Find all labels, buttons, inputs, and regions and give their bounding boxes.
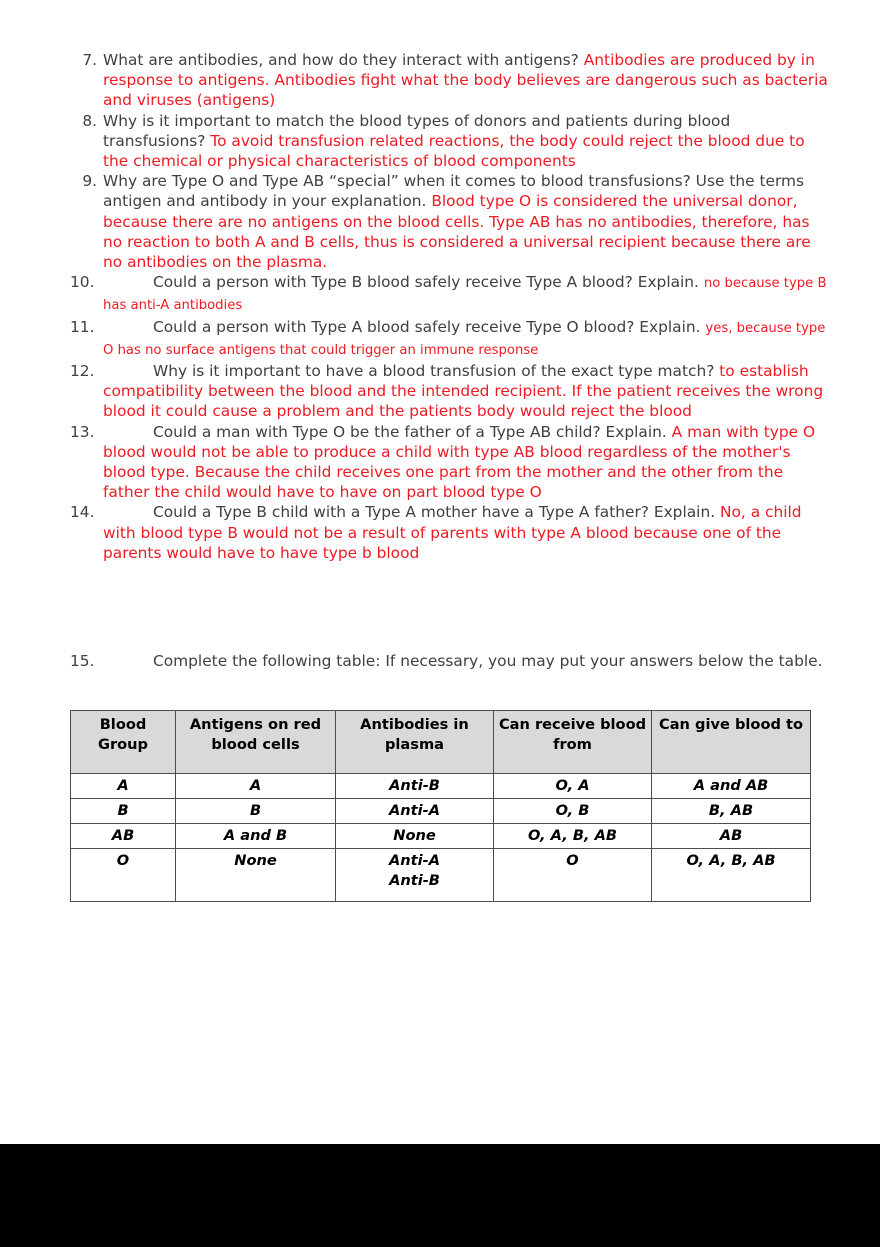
cell-antigens: B xyxy=(176,799,336,824)
cell-antibodies xyxy=(336,849,494,902)
answer-text: A man with type O blood would not be able to produce a child with type AB blood regardless of the mother's blood type. Because the child receives one part from the mother and the other from the father the child would have to have on part blood type O xyxy=(103,422,816,502)
cell-can-give: A and AB xyxy=(652,774,811,799)
table-row xyxy=(71,799,811,824)
question-number: 13. xyxy=(70,422,95,441)
question-text: Why are Type O and Type AB “special” when it comes to blood transfusions? Use the terms antigen and antibody in your explanation. xyxy=(103,172,805,211)
table-header-can-receive: Can receive blood from xyxy=(494,711,652,774)
question-item-15 xyxy=(70,651,863,671)
question-item-7 xyxy=(70,50,830,111)
question-text: Could a man with Type O be the father of a Type AB child? Explain. xyxy=(153,422,672,441)
question-body xyxy=(103,50,830,111)
question-number: 14. xyxy=(70,503,95,522)
question-text: Could a person with Type A blood safely receive Type O blood? Explain. xyxy=(153,317,706,336)
cell-antigens: A and B xyxy=(176,824,336,849)
table-header-can-give: Can give blood to xyxy=(652,711,811,774)
question-number: 15. xyxy=(70,652,95,670)
question-body xyxy=(70,317,830,361)
cell-blood-group: B xyxy=(71,799,176,824)
question-body xyxy=(70,272,830,316)
question-item-10 xyxy=(70,272,830,316)
table-header-row xyxy=(71,711,811,774)
cell-antigens: None xyxy=(176,849,336,902)
cell-can-give: B, AB xyxy=(652,799,811,824)
cell-antibodies: None xyxy=(336,824,494,849)
question-item-11 xyxy=(70,317,830,361)
cell-can-give: O, A, B, AB xyxy=(652,849,811,902)
cell-can-receive: O, A xyxy=(494,774,652,799)
table-header-antigens: Antigens on red blood cells xyxy=(176,711,336,774)
table-header-blood-group: Blood Group xyxy=(71,711,176,774)
question-number: 9. xyxy=(82,172,97,191)
question-item-14 xyxy=(70,502,830,563)
question-text: Could a Type B child with a Type A mother have a Type A father? Explain. xyxy=(153,503,720,522)
cell-blood-group: O xyxy=(71,849,176,902)
question-body xyxy=(70,361,830,422)
cell-can-give: AB xyxy=(652,824,811,849)
answer-text: Blood type O is considered the universal donor, because there are no antigens on the blood cells. Type AB has no antibodies, therefore, has no reaction to both A and B cells, thus is considered a universal recipient because there are no antibodies on the plasma. xyxy=(103,192,811,272)
cell-antibodies-line1: Anti-A xyxy=(388,852,440,869)
question-text: Why is it important to have a blood transfusion of the exact type match? xyxy=(153,362,720,381)
question-text: What are antibodies, and how do they interact with antigens? xyxy=(103,51,584,69)
table-row xyxy=(71,824,811,849)
question-item-12 xyxy=(70,361,830,422)
answer-text: yes, because type O has no surface antigens that could trigger an immune response xyxy=(103,320,826,358)
cell-blood-group: A xyxy=(71,774,176,799)
question-body xyxy=(103,111,830,172)
answer-text: Antibodies are produced by in response to antigens. Antibodies fight what the body believes are dangerous such as bacteria and viruses (antigens) xyxy=(103,51,828,110)
question-item-13 xyxy=(70,422,830,503)
cell-antigens: A xyxy=(176,774,336,799)
table-header-antibodies: Antibodies in plasma xyxy=(336,711,494,774)
question-number: 7. xyxy=(82,51,97,69)
cell-can-receive: O, B xyxy=(494,799,652,824)
question-body xyxy=(70,502,830,563)
question-number: 12. xyxy=(70,362,95,381)
question-body xyxy=(70,422,830,503)
cell-blood-group: AB xyxy=(71,824,176,849)
cell-can-receive: O, A, B, AB xyxy=(494,824,652,849)
cell-antibodies: Anti-B xyxy=(336,774,494,799)
question-number: 11. xyxy=(70,317,95,336)
question-text: Why is it important to match the blood types of donors and patients during blood transfusions? xyxy=(103,111,731,150)
answer-text: no because type B has anti-A antibodies xyxy=(103,276,827,314)
blood-group-table xyxy=(70,710,811,902)
table-row xyxy=(71,849,811,902)
bottom-black-bar xyxy=(0,1144,880,1247)
cell-antibodies-line2: Anti-B xyxy=(389,872,440,889)
question-text: Could a person with Type B blood safely receive Type A blood? Explain. xyxy=(153,273,704,292)
question-text: Complete the following table: If necessary, you may put your answers below the table. xyxy=(153,652,823,670)
answer-text: No, a child with blood type B would not be a result of parents with type A blood because one of the parents would have to have type b blood xyxy=(103,503,802,562)
table-row xyxy=(71,774,811,799)
question-body xyxy=(103,171,830,272)
question-item-9 xyxy=(70,171,830,272)
answer-text: To avoid transfusion related reactions, the body could reject the blood due to the chemical or physical characteristics of blood components xyxy=(103,131,805,171)
question-list xyxy=(70,50,830,563)
cell-can-receive: O xyxy=(494,849,652,902)
question-number: 10. xyxy=(70,273,95,292)
answer-text: to establish compatibility between the blood and the intended recipient. If the patient receives the wrong blood it could cause a problem and the patients body would reject the blood xyxy=(103,362,824,421)
question-number: 8. xyxy=(82,111,97,130)
question-item-8 xyxy=(70,111,830,172)
cell-antibodies: Anti-A xyxy=(336,799,494,824)
